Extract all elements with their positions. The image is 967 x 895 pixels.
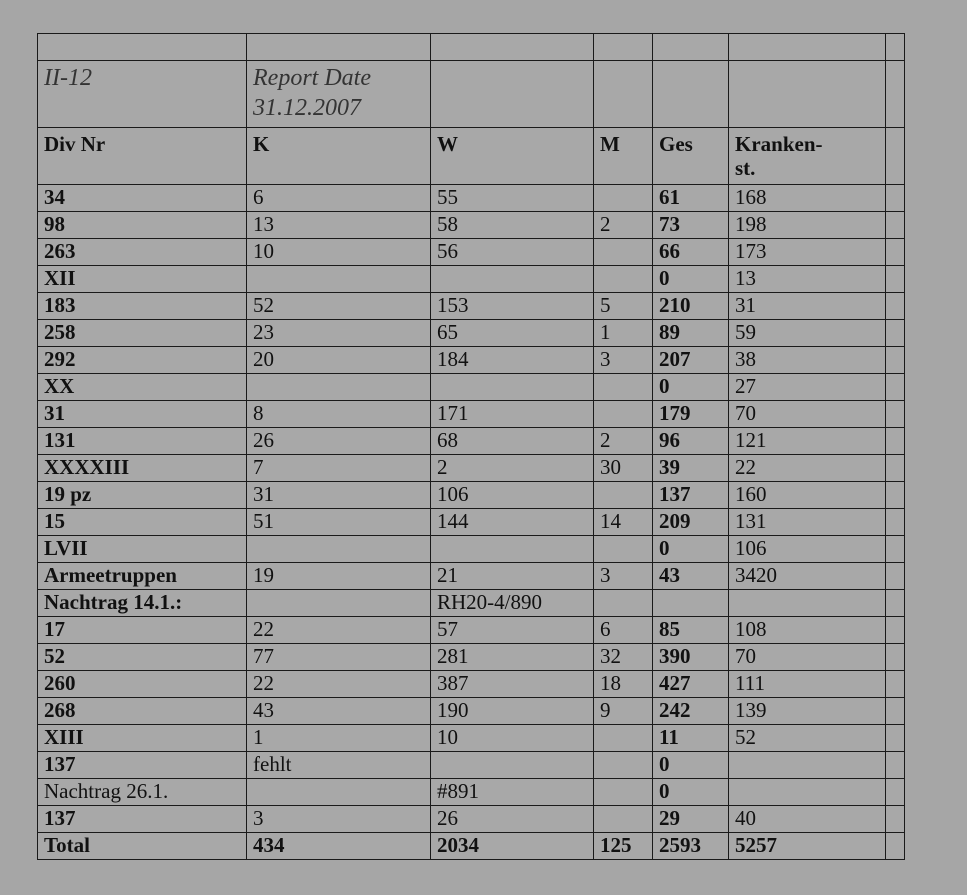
table-row bbox=[38, 563, 905, 590]
m-cell: 125 bbox=[594, 833, 653, 860]
div-cell: 292 bbox=[38, 347, 247, 374]
div-cell: 131 bbox=[38, 428, 247, 455]
ges-cell: 427 bbox=[653, 671, 729, 698]
kranken-cell bbox=[729, 779, 886, 806]
k-cell: 22 bbox=[247, 671, 431, 698]
k-cell: 23 bbox=[247, 320, 431, 347]
ges-cell: 73 bbox=[653, 212, 729, 239]
w-cell: 184 bbox=[431, 347, 594, 374]
k-cell: 6 bbox=[247, 185, 431, 212]
div-cell: XIII bbox=[38, 725, 247, 752]
m-cell bbox=[594, 536, 653, 563]
w-cell: 26 bbox=[431, 806, 594, 833]
k-cell bbox=[247, 536, 431, 563]
ges-cell: 179 bbox=[653, 401, 729, 428]
ges-cell: 0 bbox=[653, 266, 729, 293]
blank-cell bbox=[886, 347, 905, 374]
table-row bbox=[38, 482, 905, 509]
blank-cell bbox=[886, 61, 905, 128]
div-cell: Nachtrag 14.1.: bbox=[38, 590, 247, 617]
ges-cell: 85 bbox=[653, 617, 729, 644]
div-cell: 183 bbox=[38, 293, 247, 320]
div-cell: 263 bbox=[38, 239, 247, 266]
w-cell: 58 bbox=[431, 212, 594, 239]
k-cell: 7 bbox=[247, 455, 431, 482]
k-cell: 10 bbox=[247, 239, 431, 266]
table-row bbox=[38, 725, 905, 752]
m-cell bbox=[594, 752, 653, 779]
blank-cell bbox=[886, 293, 905, 320]
w-cell: 387 bbox=[431, 671, 594, 698]
blank-top-row bbox=[38, 34, 905, 61]
blank-cell bbox=[594, 34, 653, 61]
header-kranken: Kranken- st. bbox=[729, 128, 886, 185]
ges-cell: 61 bbox=[653, 185, 729, 212]
blank-cell bbox=[886, 320, 905, 347]
report-meta-row bbox=[38, 61, 905, 128]
blank-cell bbox=[886, 509, 905, 536]
table-row bbox=[38, 752, 905, 779]
m-cell: 3 bbox=[594, 347, 653, 374]
kranken-cell: 52 bbox=[729, 725, 886, 752]
w-cell bbox=[431, 266, 594, 293]
w-cell: #891 bbox=[431, 779, 594, 806]
m-cell bbox=[594, 806, 653, 833]
blank-cell bbox=[886, 617, 905, 644]
k-cell bbox=[247, 779, 431, 806]
blank-cell bbox=[886, 752, 905, 779]
m-cell: 30 bbox=[594, 455, 653, 482]
ges-cell: 0 bbox=[653, 536, 729, 563]
blank-cell bbox=[886, 266, 905, 293]
total-row bbox=[38, 833, 905, 860]
table-row bbox=[38, 590, 905, 617]
div-cell: Armeetruppen bbox=[38, 563, 247, 590]
k-cell: 3 bbox=[247, 806, 431, 833]
ges-cell: 96 bbox=[653, 428, 729, 455]
table-row bbox=[38, 239, 905, 266]
m-cell: 14 bbox=[594, 509, 653, 536]
table-row bbox=[38, 320, 905, 347]
blank-cell bbox=[247, 34, 431, 61]
kranken-cell bbox=[729, 590, 886, 617]
k-cell: 13 bbox=[247, 212, 431, 239]
w-cell: 190 bbox=[431, 698, 594, 725]
w-cell: 56 bbox=[431, 239, 594, 266]
m-cell: 32 bbox=[594, 644, 653, 671]
div-cell: 19 pz bbox=[38, 482, 247, 509]
blank-cell bbox=[653, 61, 729, 128]
table-row bbox=[38, 347, 905, 374]
ges-cell: 89 bbox=[653, 320, 729, 347]
kranken-cell: 59 bbox=[729, 320, 886, 347]
m-cell bbox=[594, 401, 653, 428]
report-date-cell bbox=[247, 61, 431, 128]
m-cell bbox=[594, 590, 653, 617]
ges-cell: 29 bbox=[653, 806, 729, 833]
div-cell: XXXXIII bbox=[38, 455, 247, 482]
blank-cell bbox=[886, 128, 905, 185]
header-div: Div Nr bbox=[38, 128, 247, 185]
kranken-cell: 121 bbox=[729, 428, 886, 455]
header-k: K bbox=[247, 128, 431, 185]
m-cell bbox=[594, 779, 653, 806]
table-row bbox=[38, 266, 905, 293]
table-row bbox=[38, 185, 905, 212]
ges-cell: 137 bbox=[653, 482, 729, 509]
m-cell: 5 bbox=[594, 293, 653, 320]
blank-cell bbox=[886, 212, 905, 239]
m-cell: 3 bbox=[594, 563, 653, 590]
w-cell: 65 bbox=[431, 320, 594, 347]
ges-cell: 43 bbox=[653, 563, 729, 590]
ges-cell: 2593 bbox=[653, 833, 729, 860]
k-cell: 434 bbox=[247, 833, 431, 860]
k-cell bbox=[247, 374, 431, 401]
table-row bbox=[38, 401, 905, 428]
k-cell: 1 bbox=[247, 725, 431, 752]
m-cell bbox=[594, 185, 653, 212]
kranken-cell: 108 bbox=[729, 617, 886, 644]
kranken-cell: 160 bbox=[729, 482, 886, 509]
div-cell: 17 bbox=[38, 617, 247, 644]
table-row bbox=[38, 212, 905, 239]
m-cell bbox=[594, 266, 653, 293]
table-row bbox=[38, 671, 905, 698]
m-cell bbox=[594, 482, 653, 509]
kranken-cell: 38 bbox=[729, 347, 886, 374]
m-cell: 6 bbox=[594, 617, 653, 644]
ges-cell: 39 bbox=[653, 455, 729, 482]
m-cell: 9 bbox=[594, 698, 653, 725]
kranken-cell: 31 bbox=[729, 293, 886, 320]
k-cell: 26 bbox=[247, 428, 431, 455]
m-cell bbox=[594, 725, 653, 752]
ges-cell: 242 bbox=[653, 698, 729, 725]
ges-cell: 0 bbox=[653, 752, 729, 779]
kranken-cell: 139 bbox=[729, 698, 886, 725]
w-cell: 21 bbox=[431, 563, 594, 590]
blank-cell bbox=[886, 725, 905, 752]
kranken-cell bbox=[729, 752, 886, 779]
blank-cell bbox=[886, 428, 905, 455]
div-cell: XX bbox=[38, 374, 247, 401]
kranken-cell: 22 bbox=[729, 455, 886, 482]
w-cell: 2034 bbox=[431, 833, 594, 860]
k-cell bbox=[247, 590, 431, 617]
kranken-cell: 168 bbox=[729, 185, 886, 212]
w-cell: 10 bbox=[431, 725, 594, 752]
blank-cell bbox=[886, 590, 905, 617]
k-cell: 43 bbox=[247, 698, 431, 725]
m-cell bbox=[594, 374, 653, 401]
div-cell: 258 bbox=[38, 320, 247, 347]
blank-cell bbox=[729, 61, 886, 128]
m-cell: 2 bbox=[594, 212, 653, 239]
blank-cell bbox=[886, 482, 905, 509]
table-row bbox=[38, 293, 905, 320]
div-cell: Nachtrag 26.1. bbox=[38, 779, 247, 806]
w-cell: 2 bbox=[431, 455, 594, 482]
table-row bbox=[38, 509, 905, 536]
header-m: M bbox=[594, 128, 653, 185]
w-cell: 171 bbox=[431, 401, 594, 428]
div-cell: XII bbox=[38, 266, 247, 293]
blank-cell bbox=[886, 34, 905, 61]
div-cell: 52 bbox=[38, 644, 247, 671]
w-cell bbox=[431, 374, 594, 401]
blank-cell bbox=[431, 34, 594, 61]
div-cell: 137 bbox=[38, 752, 247, 779]
report-date: 31.12.2007 bbox=[253, 95, 361, 121]
header-w: W bbox=[431, 128, 594, 185]
div-cell: 260 bbox=[38, 671, 247, 698]
blank-cell bbox=[886, 536, 905, 563]
ges-cell: 66 bbox=[653, 239, 729, 266]
div-cell: 34 bbox=[38, 185, 247, 212]
ges-cell: 11 bbox=[653, 725, 729, 752]
kranken-cell: 40 bbox=[729, 806, 886, 833]
div-cell: 137 bbox=[38, 806, 247, 833]
kranken-cell: 173 bbox=[729, 239, 886, 266]
w-cell: 153 bbox=[431, 293, 594, 320]
m-cell bbox=[594, 239, 653, 266]
header-row bbox=[38, 128, 905, 185]
blank-cell bbox=[886, 671, 905, 698]
w-cell bbox=[431, 536, 594, 563]
table-row bbox=[38, 428, 905, 455]
table-row bbox=[38, 698, 905, 725]
k-cell: 19 bbox=[247, 563, 431, 590]
table-row bbox=[38, 644, 905, 671]
k-cell: 22 bbox=[247, 617, 431, 644]
w-cell: 57 bbox=[431, 617, 594, 644]
blank-cell bbox=[886, 779, 905, 806]
blank-cell bbox=[886, 644, 905, 671]
table-row bbox=[38, 779, 905, 806]
w-cell: 55 bbox=[431, 185, 594, 212]
blank-cell bbox=[886, 374, 905, 401]
table-row bbox=[38, 617, 905, 644]
m-cell: 2 bbox=[594, 428, 653, 455]
w-cell: 144 bbox=[431, 509, 594, 536]
ges-cell: 210 bbox=[653, 293, 729, 320]
div-cell: 98 bbox=[38, 212, 247, 239]
ges-cell bbox=[653, 590, 729, 617]
kranken-cell: 198 bbox=[729, 212, 886, 239]
blank-cell bbox=[886, 239, 905, 266]
table-row bbox=[38, 806, 905, 833]
w-cell: 106 bbox=[431, 482, 594, 509]
blank-cell bbox=[886, 401, 905, 428]
kranken-cell: 13 bbox=[729, 266, 886, 293]
w-cell: 281 bbox=[431, 644, 594, 671]
div-cell: Total bbox=[38, 833, 247, 860]
m-cell: 18 bbox=[594, 671, 653, 698]
k-cell: 8 bbox=[247, 401, 431, 428]
blank-cell bbox=[886, 185, 905, 212]
k-cell bbox=[247, 266, 431, 293]
k-cell: 51 bbox=[247, 509, 431, 536]
kranken-cell: 111 bbox=[729, 671, 886, 698]
blank-cell bbox=[886, 455, 905, 482]
k-cell: fehlt bbox=[247, 752, 431, 779]
k-cell: 77 bbox=[247, 644, 431, 671]
kranken-cell: 27 bbox=[729, 374, 886, 401]
div-cell: 268 bbox=[38, 698, 247, 725]
ges-cell: 0 bbox=[653, 374, 729, 401]
casualty-table bbox=[37, 33, 905, 860]
report-code: II-12 bbox=[38, 61, 247, 128]
div-cell: 31 bbox=[38, 401, 247, 428]
ges-cell: 207 bbox=[653, 347, 729, 374]
kranken-cell: 3420 bbox=[729, 563, 886, 590]
div-cell: LVII bbox=[38, 536, 247, 563]
blank-cell bbox=[886, 563, 905, 590]
table-row bbox=[38, 536, 905, 563]
k-cell: 31 bbox=[247, 482, 431, 509]
blank-cell bbox=[886, 833, 905, 860]
kranken-cell: 106 bbox=[729, 536, 886, 563]
blank-cell bbox=[729, 34, 886, 61]
w-cell: RH20-4/890 bbox=[431, 590, 594, 617]
k-cell: 20 bbox=[247, 347, 431, 374]
report-date-label: Report Date bbox=[253, 65, 371, 91]
blank-cell bbox=[653, 34, 729, 61]
table-row bbox=[38, 374, 905, 401]
m-cell: 1 bbox=[594, 320, 653, 347]
table-row bbox=[38, 455, 905, 482]
ges-cell: 390 bbox=[653, 644, 729, 671]
blank-cell bbox=[886, 698, 905, 725]
ges-cell: 209 bbox=[653, 509, 729, 536]
w-cell: 68 bbox=[431, 428, 594, 455]
blank-cell bbox=[594, 61, 653, 128]
blank-cell bbox=[886, 806, 905, 833]
kranken-cell: 70 bbox=[729, 644, 886, 671]
header-ges: Ges bbox=[653, 128, 729, 185]
kranken-cell: 70 bbox=[729, 401, 886, 428]
kranken-cell: 5257 bbox=[729, 833, 886, 860]
kranken-cell: 131 bbox=[729, 509, 886, 536]
div-cell: 15 bbox=[38, 509, 247, 536]
k-cell: 52 bbox=[247, 293, 431, 320]
blank-cell bbox=[38, 34, 247, 61]
w-cell bbox=[431, 752, 594, 779]
ges-cell: 0 bbox=[653, 779, 729, 806]
blank-cell bbox=[431, 61, 594, 128]
